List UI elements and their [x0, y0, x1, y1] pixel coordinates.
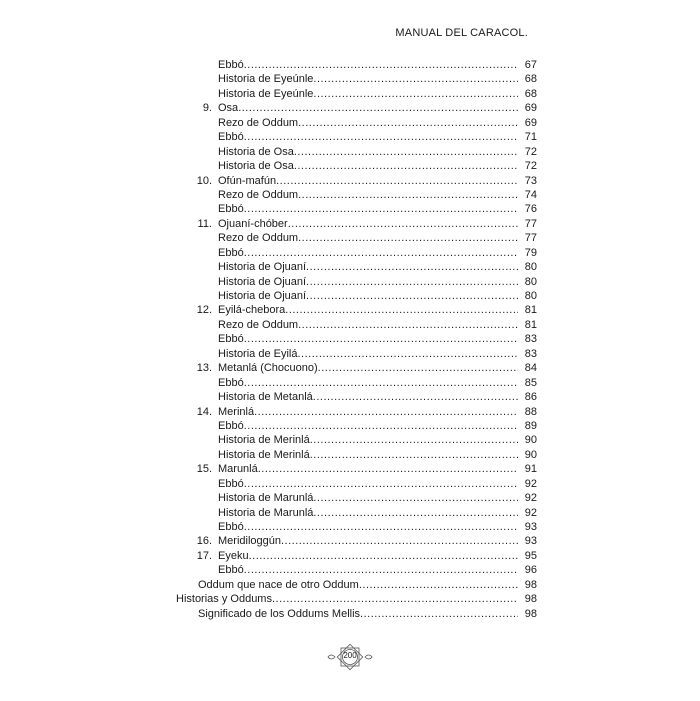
toc-entry	[0, 145, 700, 159]
toc-entry-page: 76	[518, 202, 537, 216]
toc-entry	[0, 231, 700, 245]
toc-entry	[0, 462, 700, 476]
toc-entry	[0, 130, 700, 144]
page-number-seal	[327, 642, 373, 672]
toc-entry	[0, 520, 700, 534]
toc-entry	[0, 87, 700, 101]
toc-entry-page: 69	[518, 116, 537, 130]
toc-entry-title: Eyilá-chebora .....	[218, 303, 518, 317]
toc-entry-page: 81	[518, 318, 537, 332]
toc-entry	[0, 534, 700, 548]
toc-entry-page: 91	[518, 462, 537, 476]
toc-entry	[0, 318, 700, 332]
toc-entry-page: 74	[518, 188, 537, 202]
toc-entry-page: 90	[518, 448, 537, 462]
toc-entry-title: Ebbó .....	[218, 419, 518, 433]
toc-entry	[0, 506, 700, 520]
toc-entry-title: Ebbó .....	[218, 477, 518, 491]
toc-entry-page: 92	[518, 506, 537, 520]
toc-entry	[0, 448, 700, 462]
toc-entry-title: Historias y Oddums .....	[176, 592, 518, 606]
toc-entry-title: Historia de Metanlá .....	[218, 390, 518, 404]
toc-entry	[0, 174, 700, 188]
toc-entry-title: Historia de Marunlá .....	[218, 491, 518, 505]
toc-entry-title: Ebbó .....	[218, 332, 518, 346]
toc-entry-page: 96	[518, 563, 537, 577]
toc-entry	[0, 260, 700, 274]
toc-entry-title: Ebbó .....	[218, 563, 518, 577]
toc-entry-number: 9.	[202, 102, 212, 115]
toc-entry-page: 69	[518, 101, 537, 115]
toc-entry-page: 72	[518, 159, 537, 173]
toc-entry-title: Historia de Ojuaní .....	[218, 289, 518, 303]
toc-entry	[0, 361, 700, 375]
toc-entry-page: 86	[518, 390, 537, 404]
toc-entry-page: 79	[518, 246, 537, 260]
toc-entry-title: Eyeku .....	[218, 549, 518, 563]
toc-entry-title: Historia de Merinlá .....	[218, 448, 518, 462]
toc-entry	[0, 289, 700, 303]
toc-entry-title: Ojuaní-chóber .....	[218, 217, 518, 231]
toc-entry	[0, 101, 700, 115]
toc-entry	[0, 433, 700, 447]
toc-entry-title: Marunlá .....	[218, 462, 518, 476]
toc-entry-title: Historia de Merinlá .....	[218, 433, 518, 447]
toc-entry-title: Rezo de Oddum .....	[218, 318, 518, 332]
toc-entry	[0, 549, 700, 563]
toc-entry-title: Historia de Eyeúnle .....	[218, 87, 518, 101]
toc-entry-title: Meridiloggún .....	[218, 534, 518, 548]
toc-entry-title: Historia de Ojuaní .....	[218, 260, 518, 274]
toc-entry-page: 90	[518, 433, 537, 447]
toc-entry-title: Historia de Osa .....	[218, 159, 518, 173]
toc-entry-title: Rezo de Oddum .....	[218, 231, 518, 245]
toc-entry	[0, 159, 700, 173]
toc-entry-title: Historia de Marunlá .....	[218, 506, 518, 520]
toc-entry	[0, 607, 700, 621]
toc-entry-page: 68	[518, 72, 537, 86]
toc-entry-page: 80	[518, 289, 537, 303]
toc-entry	[0, 217, 700, 231]
toc-entry	[0, 58, 700, 72]
toc-entry-page: 85	[518, 376, 537, 390]
toc-entry-page: 98	[518, 578, 537, 592]
toc-entry-title: Ebbó .....	[218, 130, 518, 144]
toc-entry	[0, 72, 700, 86]
toc-entry-page: 71	[518, 130, 537, 144]
toc-entry-page: 81	[518, 303, 537, 317]
toc-entry-title: Oddum que nace de otro Oddum .....	[198, 578, 518, 592]
toc-entry-title: Rezo de Oddum .....	[218, 116, 518, 130]
toc-entry	[0, 246, 700, 260]
toc-entry	[0, 347, 700, 361]
toc-entry-title: Historia de Osa .....	[218, 145, 518, 159]
toc-entry-page: 73	[518, 174, 537, 188]
toc-entry-title: Historia de Ojuaní .....	[218, 275, 518, 289]
toc-entry	[0, 376, 700, 390]
toc-entry-title: Ebbó .....	[218, 376, 518, 390]
toc-entry-page: 92	[518, 491, 537, 505]
toc-entry-title: Rezo de Oddum .....	[218, 188, 518, 202]
toc-entry-title: Ebbó .....	[218, 58, 518, 72]
toc-entry	[0, 275, 700, 289]
toc-entry	[0, 592, 700, 606]
toc-entry-title: Ebbó .....	[218, 520, 518, 534]
toc-entry-number: 12.	[196, 304, 212, 317]
toc-entry	[0, 563, 700, 577]
toc-entry	[0, 116, 700, 130]
page-number: 200	[343, 651, 357, 660]
toc-entry	[0, 419, 700, 433]
toc-entry-page: 84	[518, 361, 537, 375]
table-of-contents	[0, 58, 700, 621]
toc-entry	[0, 303, 700, 317]
toc-entry-number: 15.	[196, 463, 212, 476]
toc-entry	[0, 188, 700, 202]
toc-entry-page: 77	[518, 231, 537, 245]
toc-entry-title: Historia de Eyilá .....	[218, 347, 518, 361]
toc-entry-page: 77	[518, 217, 537, 231]
toc-entry-page: 89	[518, 419, 537, 433]
toc-entry-number: 13.	[196, 362, 212, 375]
toc-entry	[0, 202, 700, 216]
toc-entry	[0, 491, 700, 505]
toc-entry-page: 68	[518, 87, 537, 101]
toc-entry-title: Ebbó .....	[218, 246, 518, 260]
toc-entry-page: 83	[518, 347, 537, 361]
toc-entry-page: 88	[518, 405, 537, 419]
toc-entry-number: 14.	[196, 405, 212, 418]
toc-entry-title: Metanlá (Chocuono) .....	[218, 361, 518, 375]
toc-entry-number: 10.	[196, 174, 212, 187]
toc-entry-page: 98	[518, 607, 537, 621]
toc-entry-page: 67	[518, 58, 537, 72]
toc-entry-page: 95	[518, 549, 537, 563]
toc-entry	[0, 332, 700, 346]
toc-entry-page: 93	[518, 520, 537, 534]
toc-entry-title: Ofún-mafún .....	[218, 174, 518, 188]
toc-entry-number: 11.	[197, 217, 212, 230]
toc-entry-page: 83	[518, 332, 537, 346]
toc-entry	[0, 477, 700, 491]
toc-entry-page: 80	[518, 275, 537, 289]
toc-entry-title: Significado de los Oddums Mellis .....	[198, 607, 518, 621]
toc-entry-title: Merinlá .....	[218, 405, 518, 419]
toc-entry-title: Ebbó .....	[218, 202, 518, 216]
toc-entry-page: 92	[518, 477, 537, 491]
toc-entry-page: 72	[518, 145, 537, 159]
toc-entry-page: 80	[518, 260, 537, 274]
toc-entry-number: 16.	[196, 535, 212, 548]
toc-entry-page: 93	[518, 534, 537, 548]
toc-entry-page: 98	[518, 592, 537, 606]
toc-entry-number: 17.	[196, 549, 212, 562]
toc-entry-title: Osa .....	[218, 101, 518, 115]
toc-entry	[0, 390, 700, 404]
toc-entry	[0, 405, 700, 419]
toc-entry-title: Historia de Eyeúnle .....	[218, 72, 518, 86]
toc-entry	[0, 578, 700, 592]
running-header: MANUAL DEL CARACOL.	[395, 27, 528, 39]
